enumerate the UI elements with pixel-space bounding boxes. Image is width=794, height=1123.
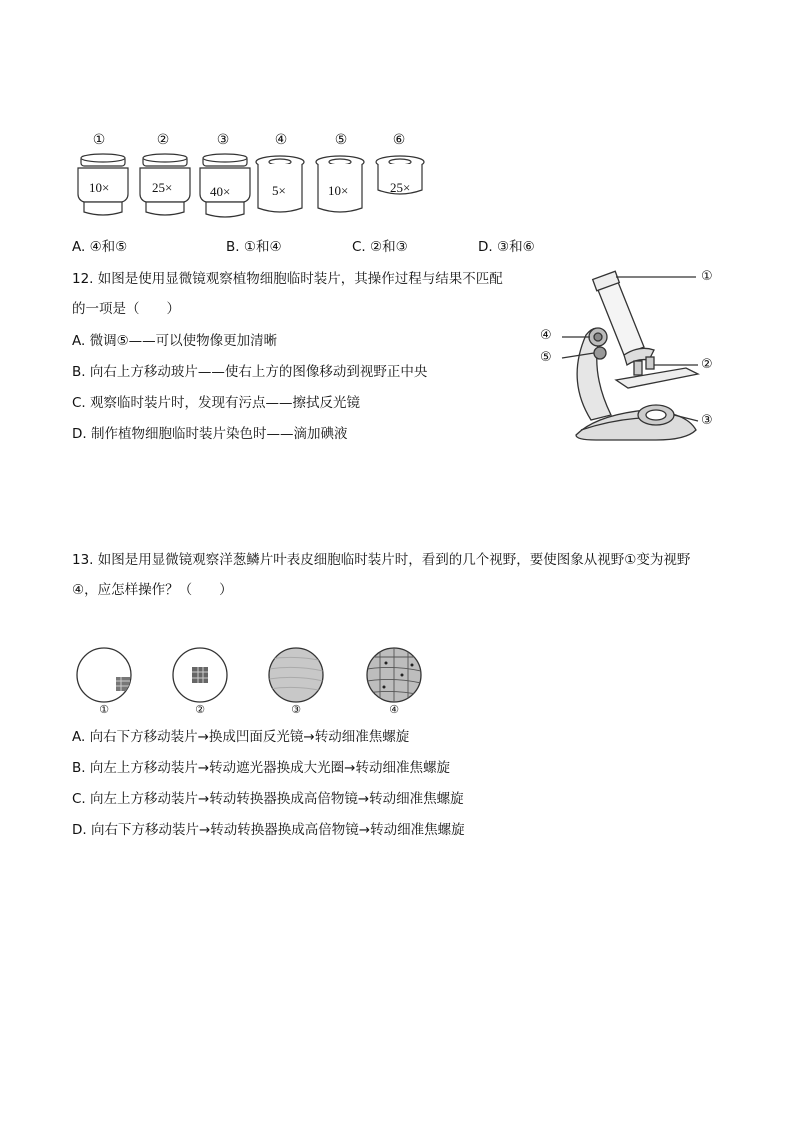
q12-option-c: C. 观察临时装片时，发现有污点——擦拭反光镜 — [72, 395, 361, 411]
q11-option-b: B. ①和④ — [226, 239, 282, 255]
microscope-label-5: ⑤ — [540, 350, 552, 365]
q11-option-d: D. ③和⑥ — [478, 239, 535, 255]
lens-mag-3: 40× — [210, 184, 231, 199]
q13-option-b: B. 向左上方移动装片→转动遮光器换成大光圈→转动细准焦螺旋 — [72, 760, 450, 776]
lens-number-2: ② — [156, 132, 170, 148]
q12-stem-line-2: 的一项是（ ） — [72, 301, 180, 317]
fields-of-view-drawing — [72, 645, 432, 707]
lens-number-3: ③ — [216, 132, 230, 148]
q13-stem-line-1: 13. 如图是用显微镜观察洋葱鳞片叶表皮细胞临时装片时，看到的几个视野，要使图象从视野①变为视野 — [72, 552, 691, 568]
lens-mag-5: 10× — [328, 183, 349, 198]
lens-figure — [70, 130, 450, 225]
field-label-4: ④ — [389, 703, 399, 716]
microscope-figure — [536, 265, 726, 450]
lens-mag-2: 25× — [152, 180, 173, 195]
q13-option-a: A. 向右下方移动装片→换成凹面反光镜→转动细准焦螺旋 — [72, 729, 410, 745]
lens-mag-1: 10× — [89, 180, 110, 195]
q13-stem-line-2: ④，应怎样操作？（ ） — [72, 582, 233, 598]
microscope-label-1: ① — [701, 269, 713, 284]
microscope-label-2: ② — [701, 357, 713, 372]
q12-stem-line-1: 12. 如图是使用显微镜观察植物细胞临时装片，其操作过程与结果不匹配 — [72, 271, 503, 287]
microscope-drawing — [536, 265, 726, 450]
lens-number-6: ⑥ — [392, 132, 406, 148]
field-label-1: ① — [99, 703, 109, 716]
field-label-2: ② — [195, 703, 205, 716]
lens-number-4: ④ — [274, 132, 288, 148]
lens-number-5: ⑤ — [334, 132, 348, 148]
q12-option-d: D. 制作植物细胞临时装片染色时——滴加碘液 — [72, 426, 348, 442]
lens-mag-4: 5× — [272, 183, 286, 198]
q12-option-b: B. 向右上方移动玻片——使右上方的图像移动到视野正中央 — [72, 364, 428, 380]
q11-option-c: C. ②和③ — [352, 239, 408, 255]
q13-option-d: D. 向右下方移动装片→转动转换器换成高倍物镜→转动细准焦螺旋 — [72, 822, 465, 838]
lens-number-1: ① — [92, 132, 106, 148]
microscope-label-4: ④ — [540, 328, 552, 343]
lens-mag-6: 25× — [390, 180, 411, 195]
field-label-3: ③ — [291, 703, 301, 716]
q11-option-a: A. ④和⑤ — [72, 239, 128, 255]
q12-option-a: A. 微调⑤——可以使物像更加清晰 — [72, 333, 278, 349]
fields-of-view-figure — [72, 645, 432, 720]
q13-option-c: C. 向左上方移动装片→转动转换器换成高倍物镜→转动细准焦螺旋 — [72, 791, 464, 807]
microscope-label-3: ③ — [701, 413, 713, 428]
